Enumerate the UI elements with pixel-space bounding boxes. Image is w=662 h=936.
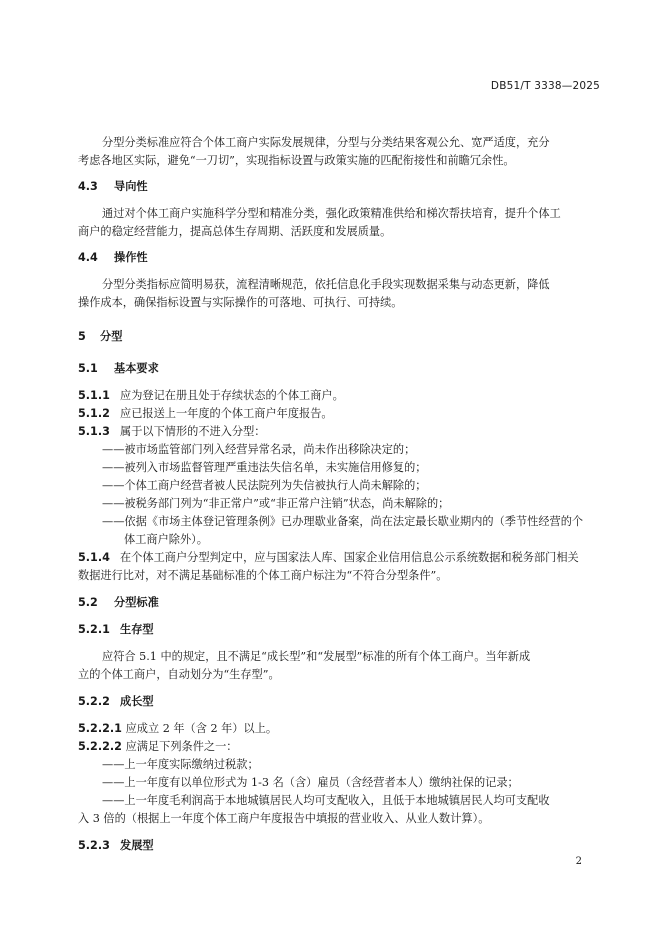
section-number: 5.2.3 xyxy=(78,839,110,852)
clause-5-1-2 xyxy=(78,407,662,421)
clause-number: 5.1.2 xyxy=(78,407,110,420)
list-item: ——个体工商户经营者被人民法院列为失信被执行人尚未解除的； xyxy=(102,479,427,492)
page-number: 2 xyxy=(575,856,582,867)
paragraph-line: 应符合 5.1 中的规定，且不满足“成长型”和“发展型”标准的所有个体工商户。当年新成 xyxy=(102,650,531,663)
paragraph-line: 操作成本，确保指标设置与实际操作的可落地、可执行、可持续。 xyxy=(78,296,403,309)
list-item: ——上一年度毛利润高于本地城镇居民人均可支配收入，且低于本地城镇居民人均可支配收 xyxy=(102,794,550,807)
paragraph-line: 通过对个体工商户实施科学分型和精准分类，强化政策精准供给和梯次帮扶培育，提升个体工 xyxy=(102,207,561,220)
section-title: 成长型 xyxy=(120,695,154,708)
clause-number: 5.1.4 xyxy=(78,551,110,564)
clause-5-1-4 xyxy=(78,551,662,565)
clause-number: 5.2.2.2 xyxy=(78,740,122,753)
clause-text: 应成立 2 年（含 2 年）以上。 xyxy=(125,722,278,735)
list-item-continuation: 入 3 倍的（根据上一年度个体工商户年度报告中填报的营业收入、从业人数计算）。 xyxy=(78,812,490,825)
paragraph-line: 考虑各地区实际，避免“一刀切”，实现指标设置与政策实施的匹配衔接性和前瞻冗余性。 xyxy=(78,154,515,167)
section-heading-5-2 xyxy=(78,596,662,610)
section-heading-5-2-1 xyxy=(78,623,662,637)
list-item: ——上一年度有以单位形式为 1-3 名（含）雇员（含经营者本人）缴纳社保的记录； xyxy=(102,776,519,789)
section-heading-5 xyxy=(78,330,662,344)
section-heading-4-3 xyxy=(78,180,662,194)
clause-number: 5.2.2.1 xyxy=(78,722,122,735)
section-number: 5.2.2 xyxy=(78,695,110,708)
section-title: 分型 xyxy=(100,330,123,343)
paragraph-line: 商户的稳定经营能力，提高总体生存周期、活跃度和发展质量。 xyxy=(78,225,392,238)
section-heading-5-2-3 xyxy=(78,839,662,853)
section-number: 5.2.1 xyxy=(78,623,110,636)
clause-text: 应已报送上一年度的个体工商户年度报告。 xyxy=(120,407,333,420)
paragraph-line: 分型分类标准应符合个体工商户实际发展规律，分型与分类结果客观公允、宽严适度，充分 xyxy=(102,136,550,149)
clause-5-1-1 xyxy=(78,389,662,403)
section-number: 5.1 xyxy=(78,362,98,375)
section-number: 5.2 xyxy=(78,596,98,609)
document-code-header: DB51/T 3338—2025 xyxy=(490,80,600,92)
paragraph-line: 立的个体工商户，自动划分为“生存型”。 xyxy=(78,668,280,681)
clause-5-2-2-1 xyxy=(78,722,662,736)
section-number: 4.3 xyxy=(78,180,98,193)
clause-text: 应满足下列条件之一： xyxy=(125,740,238,753)
paragraph-line: 分型分类指标应简明易获，流程清晰规范，依托信息化手段实现数据采集与动态更新，降低 xyxy=(102,278,550,291)
list-item-continuation: 体工商户除外）。 xyxy=(124,533,208,546)
list-item: ——被税务部门列为“非正常户”或“非正常户注销”状态，尚未解除的； xyxy=(102,497,450,510)
list-item: ——依据《市场主体登记管理条例》已办理歇业备案，尚在法定最长歇业期内的（季节性经营的个 xyxy=(102,515,584,528)
clause-text: 在个体工商户分型判定中，应与国家法人库、国家企业信用信息公示系统数据和税务部门相关 xyxy=(120,551,579,564)
list-item: ——上一年度实际缴纳过税款； xyxy=(102,758,259,771)
section-heading-4-4 xyxy=(78,251,662,265)
clause-text: 应为登记在册且处于存续状态的个体工商户。 xyxy=(120,389,344,402)
section-heading-5-1 xyxy=(78,362,662,376)
section-number: 5 xyxy=(78,330,86,343)
section-title: 基本要求 xyxy=(114,362,159,375)
section-title: 导向性 xyxy=(114,180,148,193)
clause-number: 5.1.3 xyxy=(78,425,110,438)
paragraph-line: 数据进行比对，对不满足基础标准的个体工商户标注为“不符合分型条件”。 xyxy=(78,569,448,582)
list-item: ——被列入市场监督管理严重违法失信名单，未实施信用修复的； xyxy=(102,461,427,474)
clause-5-1-3 xyxy=(78,425,662,439)
section-heading-5-2-2 xyxy=(78,695,662,709)
section-title: 分型标准 xyxy=(114,596,159,609)
section-title: 操作性 xyxy=(114,251,148,264)
clause-5-2-2-2 xyxy=(78,740,662,754)
section-title: 发展型 xyxy=(120,839,154,852)
section-title: 生存型 xyxy=(120,623,154,636)
list-item: ——被市场监管部门列入经营异常名录，尚未作出移除决定的； xyxy=(102,443,416,456)
section-number: 4.4 xyxy=(78,251,98,264)
clause-number: 5.1.1 xyxy=(78,389,110,402)
clause-text: 属于以下情形的不进入分型： xyxy=(120,425,266,438)
